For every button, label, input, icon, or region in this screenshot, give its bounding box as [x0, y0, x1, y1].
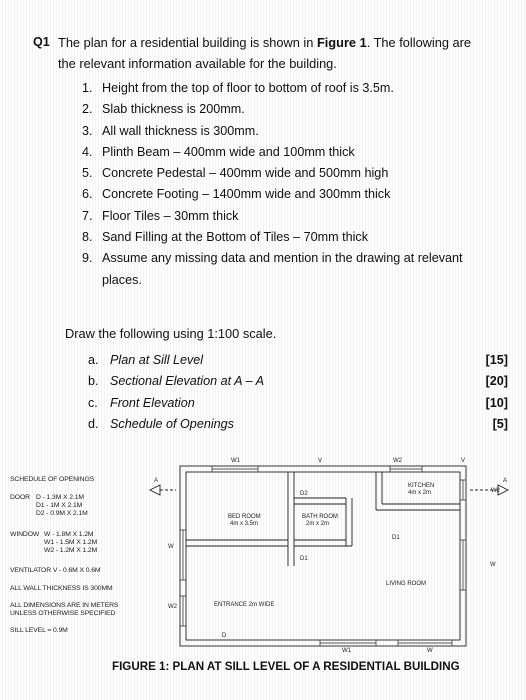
section-arrow-left	[150, 485, 160, 495]
ventilator-line: VENTILATOR V - 0.6M X 0.6M	[10, 567, 101, 574]
list-item: 8. Sand Filling at the Bottom of Tiles – 70mm thick	[82, 230, 368, 245]
dimension-note: ALL DIMENSIONS ARE IN METERS	[10, 602, 119, 609]
door-line: D2 - 0.9M X 2.1M	[36, 510, 88, 517]
marks: [20]	[485, 374, 508, 389]
label-section-a-right: A	[503, 478, 508, 484]
intro-text-end: . The following are the relevant information available for the building.	[58, 35, 472, 71]
figure-caption: FIGURE 1: PLAN AT SILL LEVEL OF A RESIDENTIAL BUILDING	[112, 660, 460, 673]
door-label: DOOR	[10, 494, 30, 501]
task-item: a. Plan at Sill Level [15]	[88, 352, 508, 367]
room-living: LIVING ROOM	[386, 581, 427, 587]
list-item: 6. Concrete Footing – 1400mm wide and 300mm thick	[82, 187, 391, 202]
task-item: c. Front Elevation [10]	[88, 395, 508, 410]
schedule-title: SCHEDULE OF OPENINGS	[10, 476, 95, 483]
room-bedroom-size: 4m x 3.5m	[230, 521, 259, 527]
intro-text-start: The plan for a residential building is shown in	[58, 35, 317, 50]
label-w-right: W	[490, 562, 496, 568]
label-w2-left: W2	[168, 604, 177, 610]
sill-level-note: SILL LEVEL = 0.9M	[10, 627, 68, 634]
label-d1-bath: D1	[392, 535, 400, 541]
list-item: 2. Slab thickness is 200mm.	[82, 102, 245, 117]
room-bedroom: BED ROOM	[228, 514, 261, 520]
list-item: 7. Floor Tiles – 30mm thick	[82, 208, 239, 223]
room-kitchen-size: 4m x 2m	[408, 490, 432, 496]
question-number: Q1	[33, 35, 50, 49]
label-w-bottom: W	[427, 648, 433, 654]
label-v-kitchen: V	[461, 458, 466, 464]
window-line: W1 - 1.5M X 1.2M	[44, 539, 98, 546]
marks: [5]	[492, 417, 508, 432]
list-item: 9. Assume any missing data and mention in the drawing at relevant places.	[82, 251, 463, 287]
door-line: D1 - 1M X 2.1M	[36, 502, 83, 509]
label-w1-top: W1	[231, 458, 240, 464]
label-d-bottom: D	[222, 633, 227, 639]
window-line: W - 1.8M X 1.2M	[44, 531, 94, 538]
list-item: 5. Concrete Pedestal – 400mm wide and 500mm high	[82, 166, 389, 181]
window-label: WINDOW	[10, 531, 40, 538]
label-w-left: W	[168, 544, 174, 550]
label-w1-bottom: W1	[342, 648, 351, 654]
label-section-a-left: A	[154, 478, 159, 484]
label-w2-right: W2	[491, 488, 500, 494]
door-line: D - 1.3M X 2.1M	[36, 494, 84, 501]
room-bathroom: BATH ROOM	[302, 514, 338, 520]
marks: [10]	[485, 395, 508, 410]
figure-reference: Figure 1	[316, 35, 367, 50]
room-kitchen: KITCHEN	[408, 483, 435, 489]
list-item: 3. All wall thickness is 300mm.	[82, 123, 259, 138]
room-entrance: ENTRANCE 2m WIDE	[214, 602, 275, 608]
marks: [15]	[485, 352, 508, 367]
label-v-top: V	[318, 458, 323, 464]
draw-instruction: Draw the following using 1:100 scale.	[65, 326, 277, 341]
label-d1-mid: D1	[300, 556, 308, 562]
task-item: b. Sectional Elevation at A – A [20]	[88, 374, 508, 389]
room-bathroom-size: 2m x 2m	[306, 521, 330, 527]
window-line: W2 - 1.2M X 1.2M	[44, 547, 98, 554]
list-item: 4. Plinth Beam – 400mm wide and 100mm thick	[82, 144, 355, 159]
wall-note: ALL WALL THICKNESS IS 300MM	[10, 585, 113, 592]
label-d2: D2	[300, 491, 308, 497]
list-item: 1. Height from the top of floor to bottom of roof is 3.5m.	[82, 81, 394, 95]
dimension-note: UNLESS OTHERWISE SPECIFIED	[10, 610, 116, 617]
task-item: d. Schedule of Openings [5]	[88, 417, 508, 432]
outer-wall-inner	[186, 472, 460, 640]
label-w2-top: W2	[393, 458, 402, 464]
